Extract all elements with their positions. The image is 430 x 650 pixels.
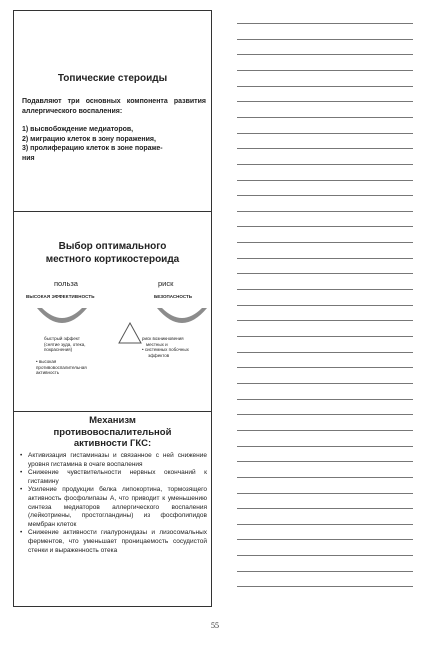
ruled-line bbox=[237, 430, 413, 431]
ruled-line bbox=[237, 367, 413, 368]
ruled-line bbox=[237, 23, 413, 24]
slides-column bbox=[13, 10, 212, 607]
ruled-line bbox=[237, 39, 413, 40]
ruled-line bbox=[237, 211, 413, 212]
note-line: (снятие зуда, отека, bbox=[44, 341, 86, 347]
ruled-line bbox=[237, 180, 413, 181]
note-line: активность bbox=[36, 370, 60, 376]
mechanism-list bbox=[20, 452, 207, 555]
ruled-line bbox=[237, 164, 413, 165]
ruled-line bbox=[237, 571, 413, 572]
slide1-item: ния bbox=[22, 154, 35, 162]
slide-topical-steroids bbox=[14, 11, 211, 211]
benefit-notes bbox=[44, 336, 85, 353]
slide1-item: 2) миграцию клеток в зону поражения, bbox=[22, 135, 156, 143]
slide1-item: 1) высвобождение медиаторов, bbox=[22, 126, 134, 133]
slide-mechanism-gks bbox=[14, 411, 211, 607]
slide3-title-line: противовоспалительной bbox=[53, 426, 172, 438]
ruled-line bbox=[237, 555, 413, 556]
slide3-title-line: активности ГКС: bbox=[73, 438, 152, 449]
note-line: • высокая bbox=[36, 359, 57, 364]
ruled-line bbox=[237, 461, 413, 462]
mechanism-item: • Усиление продукции белка липокортина, тормозящего активность фосфолипазы А, что приводит к уменьшению синтеза медиаторов аллергического воспаления (лейкотриены, простогландины) из фосфолипидов мембран клеток bbox=[20, 486, 207, 529]
slide1-lead-text: Подавляют три основных компонента развития аллергического воспаления: bbox=[22, 98, 206, 115]
note-line: покраснения) bbox=[44, 347, 73, 353]
ruled-line bbox=[237, 508, 413, 509]
ruled-line bbox=[237, 414, 413, 415]
slide2-title bbox=[14, 240, 211, 266]
ruled-line bbox=[237, 54, 413, 55]
mechanism-item: • Активизация гистаминазы и связанное с ней снижение уровня гистамина в очаге воспаления bbox=[20, 452, 207, 469]
ruled-line bbox=[237, 273, 413, 274]
note-line: риск возникновения bbox=[142, 336, 184, 341]
ruled-line bbox=[237, 336, 413, 337]
ruled-line bbox=[237, 320, 413, 321]
note-line: быстрый эффект bbox=[44, 336, 80, 341]
ruled-line bbox=[237, 383, 413, 384]
risk-bowl-icon bbox=[156, 306, 208, 330]
slide1-title: Топические стероиды bbox=[57, 73, 168, 84]
efficacy-label: ВЫСОКАЯ ЭФФЕКТИВНОСТЬ bbox=[26, 294, 95, 299]
ruled-line bbox=[237, 242, 413, 243]
ruled-line bbox=[237, 226, 413, 227]
slide3-title-line: Механизм bbox=[89, 415, 136, 426]
ruled-line bbox=[237, 305, 413, 306]
ruled-line bbox=[237, 539, 413, 540]
ruled-line bbox=[237, 117, 413, 118]
benefit-notes-2 bbox=[36, 359, 87, 376]
ruled-line bbox=[237, 148, 413, 149]
ruled-line bbox=[237, 70, 413, 71]
ruled-line bbox=[237, 493, 413, 494]
slide2-title-line: местного кортикостероида bbox=[45, 254, 180, 265]
ruled-line bbox=[237, 352, 413, 353]
slide2-title-line: Выбор оптимального bbox=[58, 241, 167, 252]
ruled-line bbox=[237, 133, 413, 134]
ruled-line bbox=[237, 101, 413, 102]
ruled-line bbox=[237, 477, 413, 478]
ruled-line bbox=[237, 195, 413, 196]
ruled-line bbox=[237, 86, 413, 87]
risk-notes bbox=[142, 336, 189, 358]
note-line: противовоспалительная bbox=[36, 364, 87, 370]
notes-ruled-lines bbox=[237, 23, 413, 603]
ruled-line bbox=[237, 258, 413, 259]
ruled-line bbox=[237, 446, 413, 447]
balance-triangle-icon bbox=[118, 322, 142, 344]
mechanism-item: • Снижение активности гиалуронидазы и лизосомальных ферментов, что уменьшает проницаемость сосудистой стенки и выраженность отека bbox=[20, 529, 207, 555]
ruled-line bbox=[237, 289, 413, 290]
benefit-label: польза bbox=[54, 279, 78, 288]
slide1-item: 3) пролиферацию клеток в зоне пораже- bbox=[22, 145, 163, 152]
note-line: • системных побочных bbox=[142, 347, 189, 353]
mechanism-item: • Снижение чувствительности нервных окончаний к гистамину bbox=[20, 469, 207, 486]
page-number: 55 bbox=[211, 621, 219, 630]
slide-choice-corticosteroid bbox=[14, 211, 211, 412]
safety-label: БЕЗОПАСНОСТЬ bbox=[154, 294, 192, 299]
ruled-line bbox=[237, 399, 413, 400]
ruled-line bbox=[237, 524, 413, 525]
note-line: местных и bbox=[146, 341, 168, 347]
note-line: эффектов bbox=[148, 352, 170, 358]
benefit-bowl-icon bbox=[36, 306, 88, 330]
risk-label: риск bbox=[158, 279, 174, 288]
ruled-line bbox=[237, 586, 413, 587]
slide3-title bbox=[14, 415, 211, 450]
